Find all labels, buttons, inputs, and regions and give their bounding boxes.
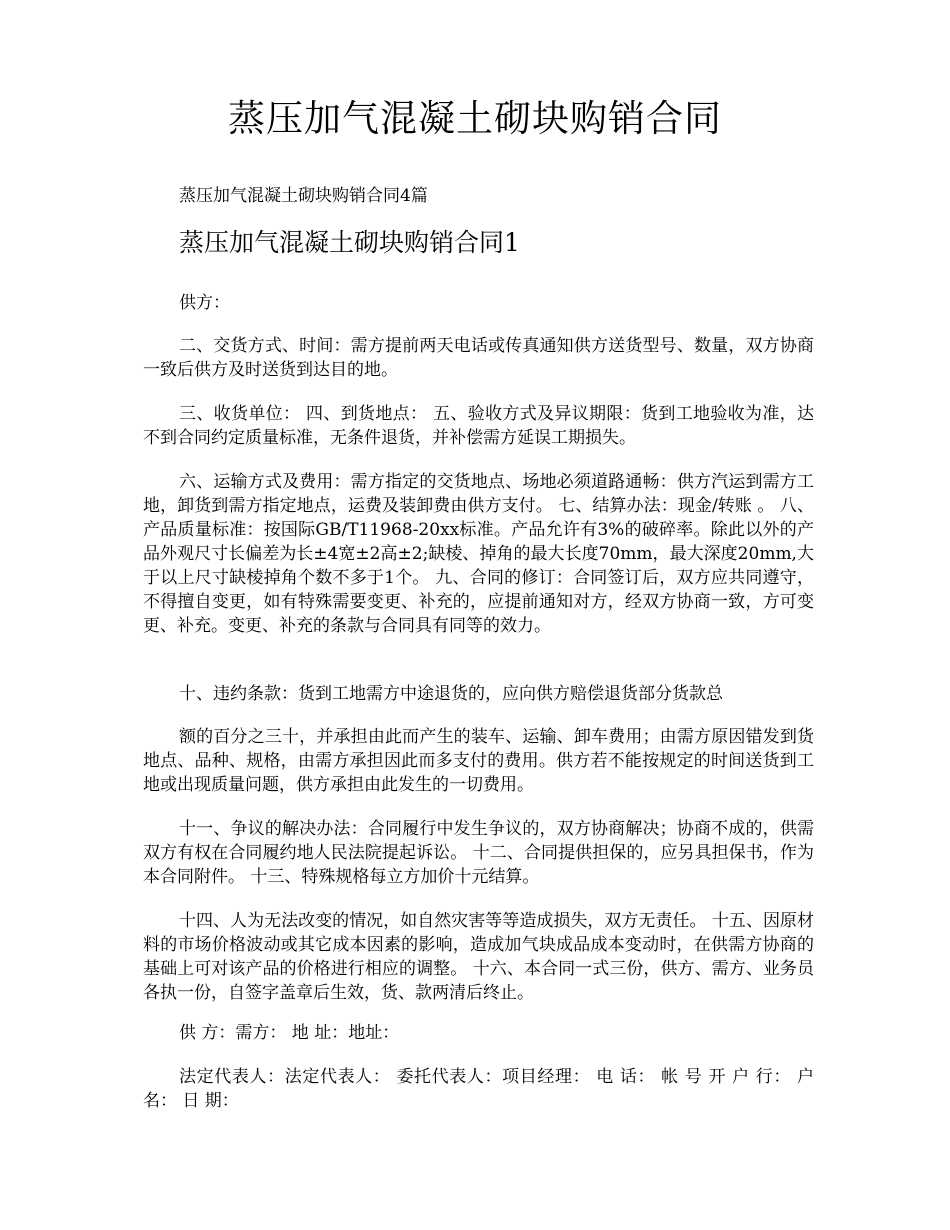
paragraph-supplier: 供方：: [179, 293, 230, 313]
paragraph-dispute-resolution: 十一、争议的解决办法：合同履行中发生争议的，双方协商解决；协商不成的，供需双方有权在合同履约地人民法院提起诉讼。 十二、合同提供担保的，应另具担保书，作为本合同附件。 十三、特殊规格每立方加价十元结算。: [143, 819, 814, 887]
paragraph-receiving-acceptance: 三、收货单位： 四、到货地点： 五、验收方式及异议期限：货到工地验收为准，达不到合同约定质量标准，无条件退货，并补偿需方延误工期损失。: [143, 404, 814, 448]
paragraph-force-majeure: 十四、人为无法改变的情况，如自然灾害等等造成损失，双方无责任。 十五、因原材料的市场价格波动或其它成本因素的影响，造成加气块成品成本变动时，在供需方协商的基础上可对该产品的价格进行相应的调整。 十六、本合同一式三份，供方、需方、业务员各执一份，自签字盖章后生效，货、款两清后终止。: [143, 911, 814, 1003]
document-subtitle: 蒸压加气混凝土砌块购销合同4篇: [179, 186, 428, 206]
paragraph-signatures: 法定代表人：法定代表人： 委托代表人：项目经理： 电 话： 帐 号 开 户 行： 户 名： 日 期：: [143, 1067, 814, 1111]
paragraph-transport-quality: 六、运输方式及费用：需方指定的交货地点、场地必须道路通畅：供方汽运到需方工地，卸货到需方指定地点，运费及装卸费由供方支付。 七、结算办法：现金/转账 。 八、产品质量标准：按国际GB/T11968-20xx标准。产品允许有3%的破碎率。除此以外的产品外观尺寸长偏差为长±4宽±2高±2;缺棱、掉角的最大长度70mm，最大深度20mm,大于以上尺寸缺棱掉角个数不多于1个。 九、合同的修订：合同签订后，双方应共同遵守，不得擅自变更，如有特殊需要变更、补充的，应提前通知对方，经双方协商一致，方可变更、补充。变更、补充的条款与合同具有同等的效力。: [143, 472, 814, 636]
paragraph-breach-continued: 额的百分之三十，并承担由此而产生的装车、运输、卸车费用；由需方原因错发到货地点、品种、规格，由需方承担因此而多支付的费用。供方若不能按规定的时间送货到工地或出现质量问题，供方承担由此发生的一切费用。: [143, 727, 814, 795]
paragraph-breach-terms: 十、违约条款：货到工地需方中途退货的，应向供方赔偿退货部分货款总: [179, 684, 723, 704]
section-heading: 蒸压加气混凝土砌块购销合同1: [179, 228, 520, 257]
paragraph-delivery-method: 二、交货方式、时间：需方提前两天电话或传真通知供方送货型号、数量，双方协商一致后供方及时送货到达目的地。: [143, 336, 814, 380]
document-title: 蒸压加气混凝土砌块购销合同: [228, 97, 722, 140]
paragraph-party-addresses: 供 方：需方： 地 址：地址：: [179, 1023, 400, 1043]
